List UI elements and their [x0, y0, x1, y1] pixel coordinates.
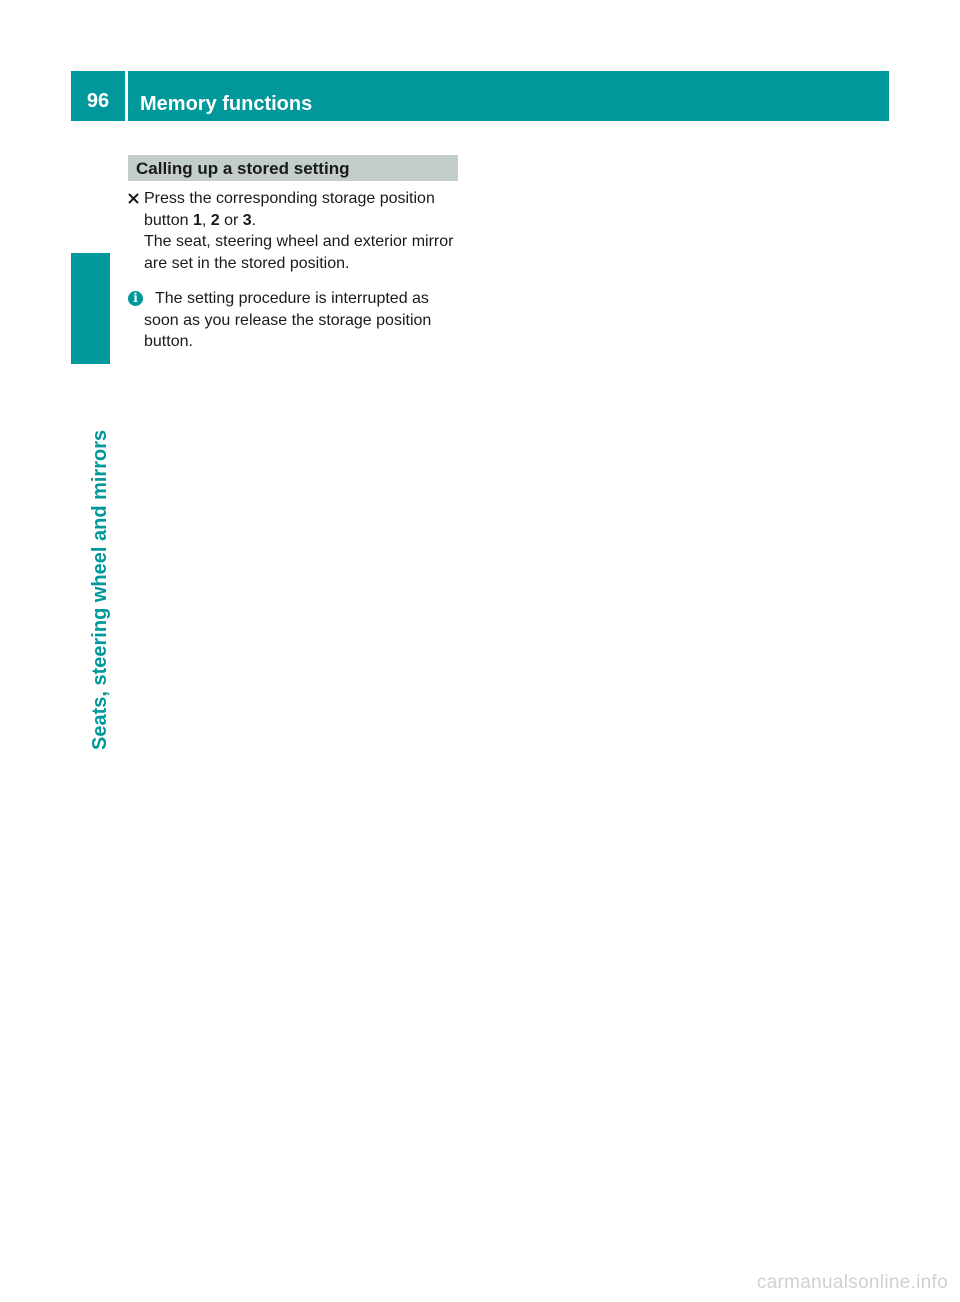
page-number: 96: [86, 90, 110, 112]
page-title: Memory functions: [140, 93, 313, 115]
page-header: [71, 71, 889, 121]
header-divider: [125, 71, 128, 121]
button-number-1: 1: [192, 211, 202, 229]
info-note: [128, 288, 468, 353]
section-heading: [128, 155, 458, 181]
step-arrow-icon: [128, 193, 139, 204]
step-text: Press the corresponding storage position button 1, 2 or 3.: [144, 190, 435, 229]
side-tab-marker: [71, 253, 110, 364]
button-number-2: 2: [210, 211, 220, 229]
section-body: [128, 188, 468, 353]
side-tab-label: Seats, steering wheel and mirrors: [89, 429, 111, 750]
button-number-3: 3: [242, 211, 252, 229]
watermark: carmanualsonline.info: [756, 1272, 948, 1293]
instruction-step: [128, 188, 468, 274]
info-icon: i: [128, 291, 143, 306]
step-result: The seat, steering wheel and exterior mirror are set in the stored position.: [144, 233, 454, 272]
info-text: The setting procedure is interrupted as soon as you release the storage position button.: [144, 290, 432, 350]
section-heading-text: Calling up a stored setting: [136, 159, 350, 178]
